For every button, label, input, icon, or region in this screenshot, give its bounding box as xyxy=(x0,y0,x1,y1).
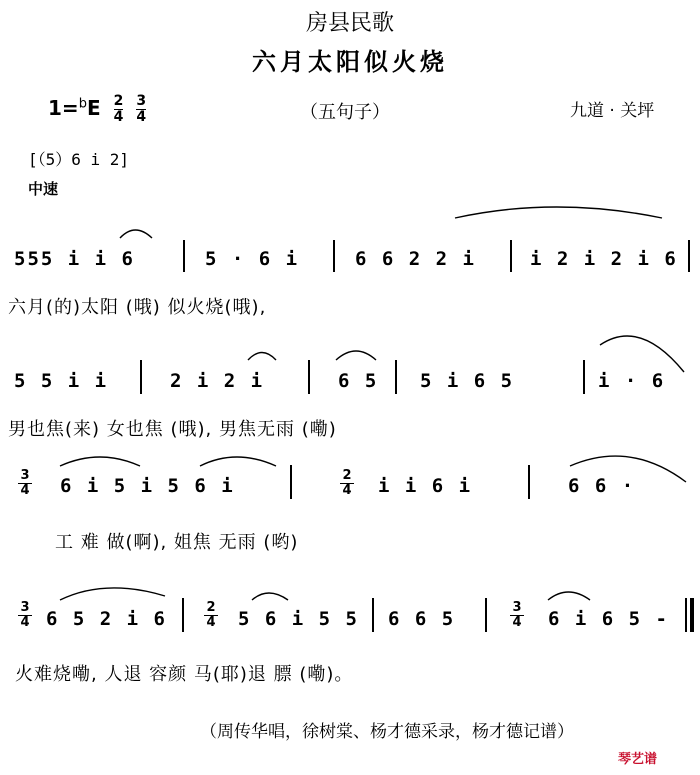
slur xyxy=(336,351,376,360)
watermark-logo: 琴艺谱 xyxy=(618,752,658,767)
time-num: 3 xyxy=(18,469,32,484)
meter-1-num: 2 xyxy=(113,93,124,109)
meter-1-den: 4 xyxy=(113,109,124,125)
slur xyxy=(60,457,140,466)
row1-bar1-notes: 555 i i 6 xyxy=(14,248,135,270)
flat-sign: b xyxy=(78,96,87,112)
row4-bar3-notes: 6 6 5 xyxy=(388,608,456,630)
row2-bar4-notes: 5 i 6 5 xyxy=(420,370,515,392)
time-den: 4 xyxy=(206,615,216,630)
time-num: 2 xyxy=(340,469,354,484)
song-genre: 房县民歌 xyxy=(305,11,394,36)
row1-lyrics: 六月(的)太阳 (哦) 似火烧(哦), xyxy=(8,297,267,318)
row3-bar3-notes: 6 6 · xyxy=(568,475,636,497)
time-num: 3 xyxy=(18,601,32,616)
row3-lyrics: 工 难 做(啊), 姐焦 无雨 (哟) xyxy=(55,532,299,553)
time-num: 2 xyxy=(204,601,218,616)
key-note: E xyxy=(86,96,101,120)
meter-2-den: 4 xyxy=(136,109,147,125)
time-den: 4 xyxy=(342,483,352,498)
row4-bar4-notes: 6 i 6 5 - xyxy=(548,608,669,630)
row2-bar1-notes: 5 5 i i xyxy=(14,370,109,392)
slur xyxy=(120,230,152,238)
row4-bar1-notes: 6 5 2 i 6 xyxy=(46,608,167,630)
row2-bar3-notes: 6 5 xyxy=(338,370,379,392)
time-den: 4 xyxy=(20,615,30,630)
row2-lyrics: 男也焦(来) 女也焦 (哦), 男焦无雨 (嘞) xyxy=(8,419,337,440)
row3-bar2-notes: i i 6 i xyxy=(378,475,473,497)
song-form: （五句子） xyxy=(300,102,390,123)
slur xyxy=(248,353,276,361)
tempo-marking: 中速 xyxy=(28,180,59,198)
credit-line: （周传华唱，徐树棠、杨才德采录，杨才德记谱） xyxy=(200,722,574,742)
song-origin: 九道 · 关坪 xyxy=(570,101,655,121)
slur xyxy=(252,593,288,600)
slur xyxy=(570,456,686,482)
row4-lyrics: 火难烧嘞, 人退 容颜 马(耶)退 膘 (嘞)。 xyxy=(15,664,354,685)
row2-bar5-notes: i · 6 xyxy=(598,370,666,392)
row1-bar3-notes: 6 6 2 2 i xyxy=(355,248,476,270)
slur xyxy=(60,588,165,600)
song-title: 六月太阳似火烧 xyxy=(252,48,448,76)
row3-bar1-notes: 6 i 5 i 5 6 i xyxy=(60,475,235,497)
time-den: 4 xyxy=(512,615,522,630)
slur xyxy=(455,207,662,218)
row2-bar2-notes: 2 i 2 i xyxy=(170,370,265,392)
row4-bar2-notes: 5 6 i 5 5 xyxy=(238,608,359,630)
key-prefix: 1= xyxy=(48,96,79,120)
slur xyxy=(200,457,276,466)
time-den: 4 xyxy=(20,483,30,498)
intro-notes: [（5）6 i 2] xyxy=(28,150,130,169)
row1-bar2-notes: 5 · 6 i xyxy=(205,248,300,270)
row1-bar4-notes: i 2 i 2 i 6 xyxy=(530,248,678,270)
time-num: 3 xyxy=(510,601,524,616)
slur xyxy=(548,592,590,600)
slur xyxy=(600,336,684,372)
meter-2-num: 3 xyxy=(136,93,147,109)
